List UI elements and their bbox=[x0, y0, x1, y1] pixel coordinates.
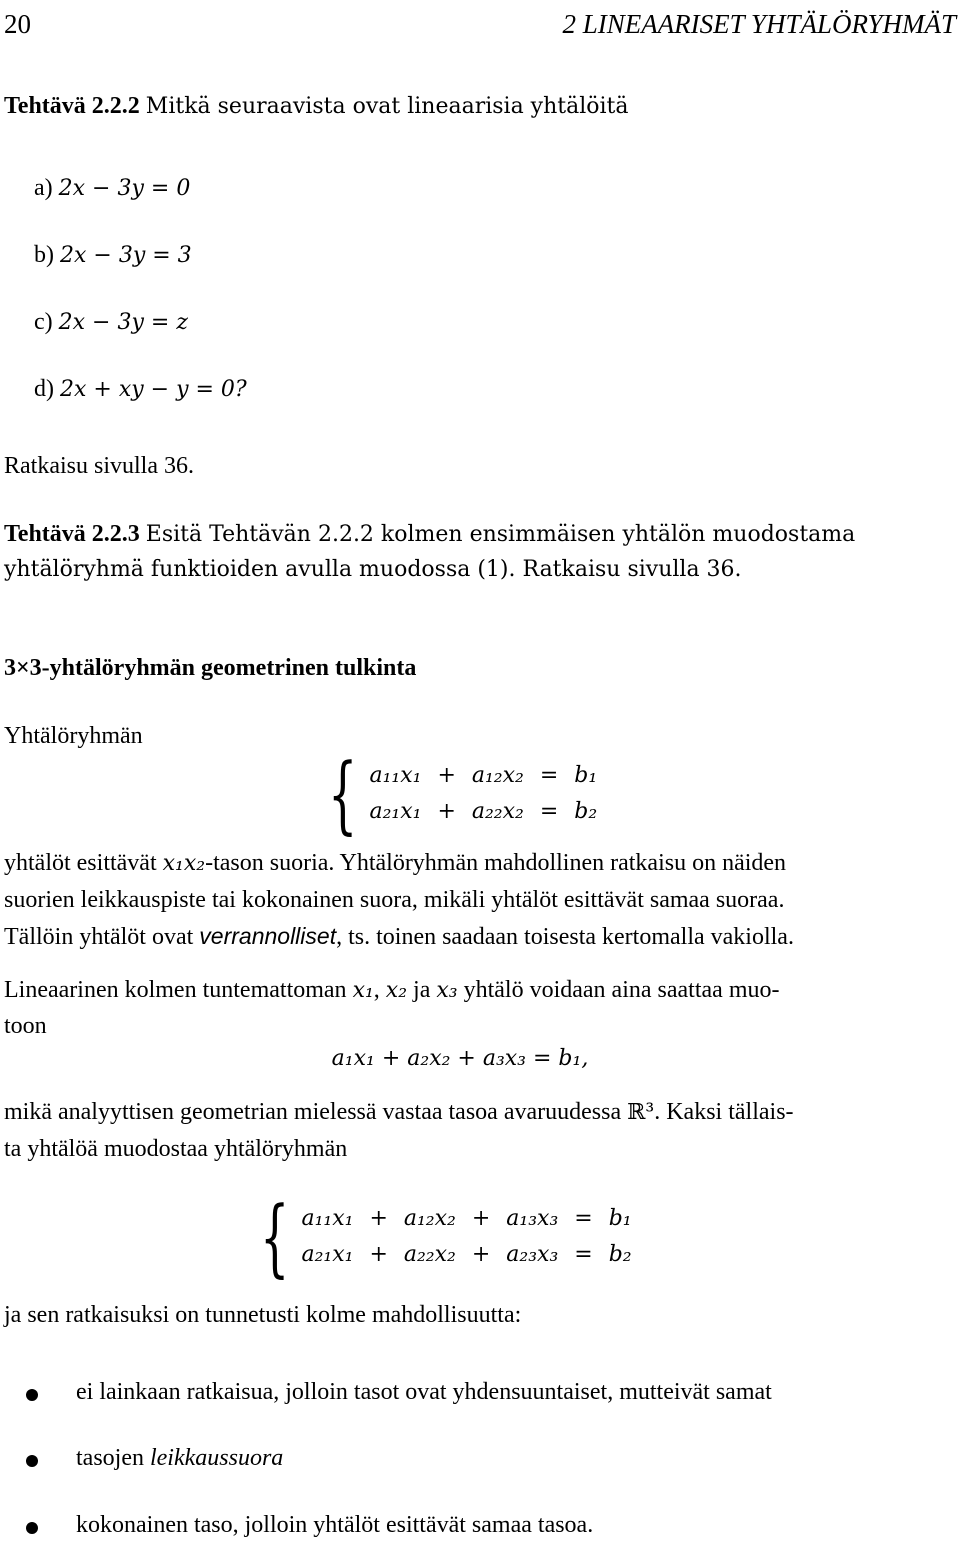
math-inline: x₁ bbox=[352, 978, 374, 1003]
equation-system-2 bbox=[304, 745, 605, 843]
exercise-2-2-2-heading bbox=[4, 88, 956, 124]
left-brace: { bbox=[260, 1188, 290, 1286]
solution-reference: Ratkaisu sivulla 36. bbox=[4, 453, 194, 479]
paragraph-2-line2: toon bbox=[4, 1013, 47, 1039]
paragraph-4: ja sen ratkaisuksi on tunnetusti kolme mahdollisuutta: bbox=[4, 1302, 522, 1328]
exercise-text: Esitä Tehtävän 2.2.2 kolmen ensimmäisen yhtälön muodostama bbox=[145, 522, 856, 547]
emphasized-term: leikkaussuora bbox=[149, 1445, 284, 1471]
operator: + bbox=[471, 1242, 491, 1267]
text-span: , ts. toinen saadaan toisesta kertomalla vakiolla. bbox=[336, 924, 794, 950]
item-letter: a) bbox=[34, 175, 53, 201]
bullet-dot bbox=[26, 1455, 38, 1467]
term: a₁₂x₂ bbox=[471, 763, 524, 788]
text-span: mikä analyyttisen geometrian mielessä vastaa tasoa avaruudessa bbox=[4, 1099, 622, 1125]
system-row bbox=[361, 794, 605, 830]
system-row bbox=[293, 1201, 639, 1237]
item-equation: 2x − 3y = 3 bbox=[60, 243, 192, 268]
system-table bbox=[293, 1201, 639, 1273]
item-equation: 2x − 3y = z bbox=[58, 310, 188, 335]
math-inline: x₃ bbox=[436, 978, 458, 1003]
bullet-text: ei lainkaan ratkaisua, jolloin tasot ovat yhdensuuntaiset, mutteivät samat bbox=[76, 1379, 772, 1405]
bullet-text: kokonainen taso, jolloin yhtälöt esittävät samaa tasoa. bbox=[76, 1512, 594, 1538]
item-letter: b) bbox=[34, 242, 54, 268]
text-span: Tällöin yhtälöt ovat bbox=[4, 924, 194, 950]
list-item bbox=[34, 371, 247, 407]
exercise-text: Mitkä seuraavista ovat lineaarisia yhtälöitä bbox=[145, 94, 629, 119]
operator: + bbox=[437, 763, 456, 788]
paragraph-3-line2: ta yhtälöä muodostaa yhtälöryhmän bbox=[4, 1136, 348, 1162]
operator: = bbox=[539, 763, 559, 788]
math-inline: x₁x₂ bbox=[162, 851, 206, 876]
paragraph-1-line3 bbox=[4, 919, 956, 955]
operator: = bbox=[574, 1242, 593, 1267]
operator: = bbox=[539, 799, 559, 824]
bullet-item bbox=[76, 1374, 772, 1410]
text-span: , bbox=[373, 977, 380, 1003]
display-equation: a₁x₁ + a₂x₂ + a₃x₃ = b₁, bbox=[331, 1046, 589, 1071]
item-letter: d) bbox=[34, 376, 54, 402]
exercise-label: Tehtävä 2.2.3 bbox=[4, 521, 140, 547]
paragraph-1-line1 bbox=[4, 845, 956, 881]
equation-system-3 bbox=[236, 1188, 640, 1286]
exercise-2-2-3-line1 bbox=[4, 516, 956, 552]
paragraph-1-line2: suorien leikkauspiste tai kokonainen suora, mikäli yhtälöt esittävät samaa suoraa. bbox=[4, 887, 785, 913]
text-span: yhtälö voidaan aina saattaa muo- bbox=[463, 977, 780, 1003]
text-span: Lineaarinen kolmen tuntemattoman bbox=[4, 977, 347, 1003]
paragraph-3-line1 bbox=[4, 1094, 956, 1130]
term: a₂₁x₁ bbox=[301, 1242, 354, 1267]
text-span: . Kaksi tällais- bbox=[654, 1099, 794, 1125]
paragraph-2-line1 bbox=[4, 972, 956, 1008]
bullet-dot bbox=[26, 1522, 38, 1534]
bullet-dot bbox=[26, 1389, 38, 1401]
term: a₁₁x₁ bbox=[301, 1206, 354, 1231]
exercise-label: Tehtävä 2.2.2 bbox=[4, 93, 140, 119]
term: b₂ bbox=[574, 799, 598, 824]
system-row bbox=[361, 758, 605, 794]
system-row bbox=[293, 1237, 639, 1273]
term: a₂₂x₂ bbox=[471, 799, 524, 824]
item-equation: 2x − 3y = 0 bbox=[58, 176, 191, 201]
operator: + bbox=[471, 1206, 491, 1231]
operator: + bbox=[369, 1206, 388, 1231]
text-span: yhtälöt esittävät bbox=[4, 850, 157, 876]
bullet-text: tasojen bbox=[76, 1445, 150, 1471]
term: a₁₃x₃ bbox=[506, 1206, 559, 1231]
term: a₂₂x₂ bbox=[403, 1242, 456, 1267]
math-inline: ℝ³ bbox=[627, 1100, 655, 1125]
math-inline: x₂ bbox=[385, 978, 408, 1003]
term: b₁ bbox=[574, 763, 598, 788]
term: a₁₁x₁ bbox=[369, 763, 422, 788]
section-title: 3×3-yhtälöryhmän geometrinen tulkinta bbox=[4, 655, 417, 681]
operator: + bbox=[437, 799, 456, 824]
list-item bbox=[34, 170, 190, 206]
operator: = bbox=[574, 1206, 593, 1231]
page-number: 20 bbox=[4, 9, 31, 39]
text-span: -tason suoria. Yhtälöryhmän mahdollinen ratkaisu on näiden bbox=[205, 850, 787, 876]
emphasized-term: verrannolliset bbox=[199, 923, 337, 949]
list-item bbox=[34, 237, 192, 273]
term: a₂₃x₃ bbox=[506, 1242, 559, 1267]
left-brace: { bbox=[328, 745, 358, 843]
intro-word: Yhtälöryhmän bbox=[4, 723, 143, 749]
item-equation: 2x + xy − y = 0? bbox=[60, 377, 247, 402]
item-letter: c) bbox=[34, 309, 53, 335]
term: b₁ bbox=[608, 1206, 632, 1231]
bullet-item bbox=[76, 1440, 283, 1476]
running-head: 2 LINEAARISET YHTÄLÖRYHMÄT bbox=[562, 9, 956, 39]
term: a₂₁x₁ bbox=[369, 799, 422, 824]
term: a₁₂x₂ bbox=[403, 1206, 456, 1231]
operator: + bbox=[369, 1242, 388, 1267]
term: b₂ bbox=[608, 1242, 632, 1267]
bullet-item bbox=[76, 1507, 593, 1543]
list-item bbox=[34, 304, 188, 340]
system-table bbox=[361, 758, 605, 830]
page-header bbox=[4, 4, 956, 38]
exercise-2-2-3-line2: yhtälöryhmä funktioiden avulla muodossa (1). Ratkaisu sivulla 36. bbox=[4, 557, 742, 582]
text-span: ja bbox=[413, 977, 431, 1003]
